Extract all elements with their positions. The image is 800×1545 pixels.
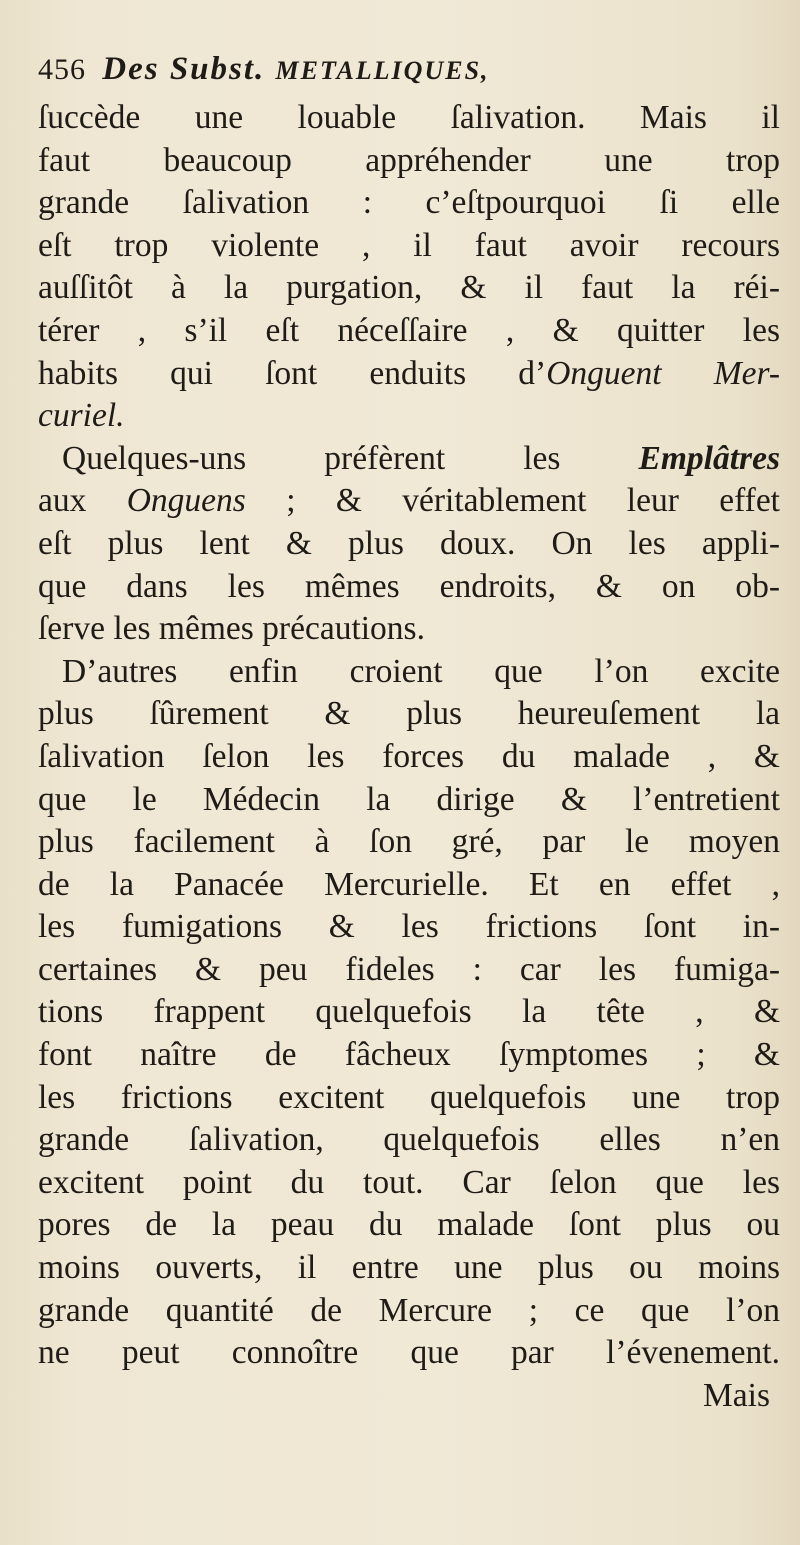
text-run: habits qui ſont enduits d’ — [38, 354, 547, 392]
italic-term: Onguens — [126, 482, 246, 520]
text-line: font naître de fâcheux ſymptomes ; & — [38, 1036, 780, 1074]
italic-term: Onguent Mer- — [546, 354, 780, 392]
text-run: ; & véritablement leur effet — [245, 482, 780, 520]
text-line: térer , s’il eſt néceſſaire , & quitter les — [38, 311, 780, 349]
italic-term: Emplâtres — [638, 439, 780, 477]
italic-term: curiel. — [38, 397, 125, 435]
text-line — [38, 395, 780, 438]
text-line: plus ſûrement & plus heureuſement la — [38, 695, 780, 733]
running-head-prefix: Des Subst. — [102, 51, 266, 87]
text-line: auſſitôt à la purgation, & il faut la réi- — [38, 269, 780, 307]
text-line: grande quantité de Mercure ; ce que l’on — [38, 1291, 780, 1329]
page-header — [38, 44, 778, 94]
text-line: ſerve les mêmes précautions. — [38, 610, 425, 648]
text-line: que le Médecin la dirige & l’entretient — [38, 780, 780, 818]
text-line: moins ouverts, il entre une plus ou moins — [38, 1249, 780, 1287]
text-line — [38, 353, 780, 396]
text-line: ne peut connoître que par l’évenement. — [38, 1334, 780, 1372]
catchword: Mais — [703, 1376, 770, 1414]
running-head-rest: METALLIQUES, — [275, 56, 490, 85]
text-line: eſt plus lent & plus doux. On les appli- — [38, 524, 780, 562]
body-text — [38, 97, 780, 1417]
text-line: certaines & peu fideles : car les fumiga- — [38, 950, 780, 988]
text-line: les frictions excitent quelquefois une trop — [38, 1078, 780, 1116]
text-line: grande ſalivation, quelquefois elles n’en — [38, 1121, 780, 1159]
text-line: pores de la peau du malade ſont plus ou — [38, 1206, 780, 1244]
text-line: grande ſalivation : c’eſtpourquoi ſi elle — [38, 184, 780, 222]
text-line: D’autres enfin croient que l’on excite — [62, 652, 780, 690]
text-run: Quelques-uns préfèrent les — [62, 439, 639, 477]
page-number: 456 — [38, 53, 86, 86]
text-line: que dans les mêmes endroits, & on ob- — [38, 567, 780, 605]
text-run: aux — [38, 482, 127, 520]
text-line: faut beaucoup appréhender une trop — [38, 141, 780, 179]
text-line: ſuccède une louable ſalivation. Mais il — [38, 99, 780, 136]
text-line: excitent point du tout. Car ſelon que les — [38, 1163, 780, 1201]
text-line: de la Panacée Mercurielle. Et en effet , — [38, 865, 780, 903]
text-line — [38, 480, 780, 523]
text-line — [38, 438, 780, 481]
text-line: eſt trop violente , il faut avoir recours — [38, 226, 780, 264]
running-head — [102, 51, 489, 87]
text-line: plus facilement à ſon gré, par le moyen — [38, 823, 780, 861]
text-line: les fumigations & les frictions ſont in- — [38, 908, 780, 946]
text-line: ſalivation ſelon les forces du malade , & — [38, 737, 780, 775]
text-line: tions frappent quelquefois la tête , & — [38, 993, 780, 1031]
